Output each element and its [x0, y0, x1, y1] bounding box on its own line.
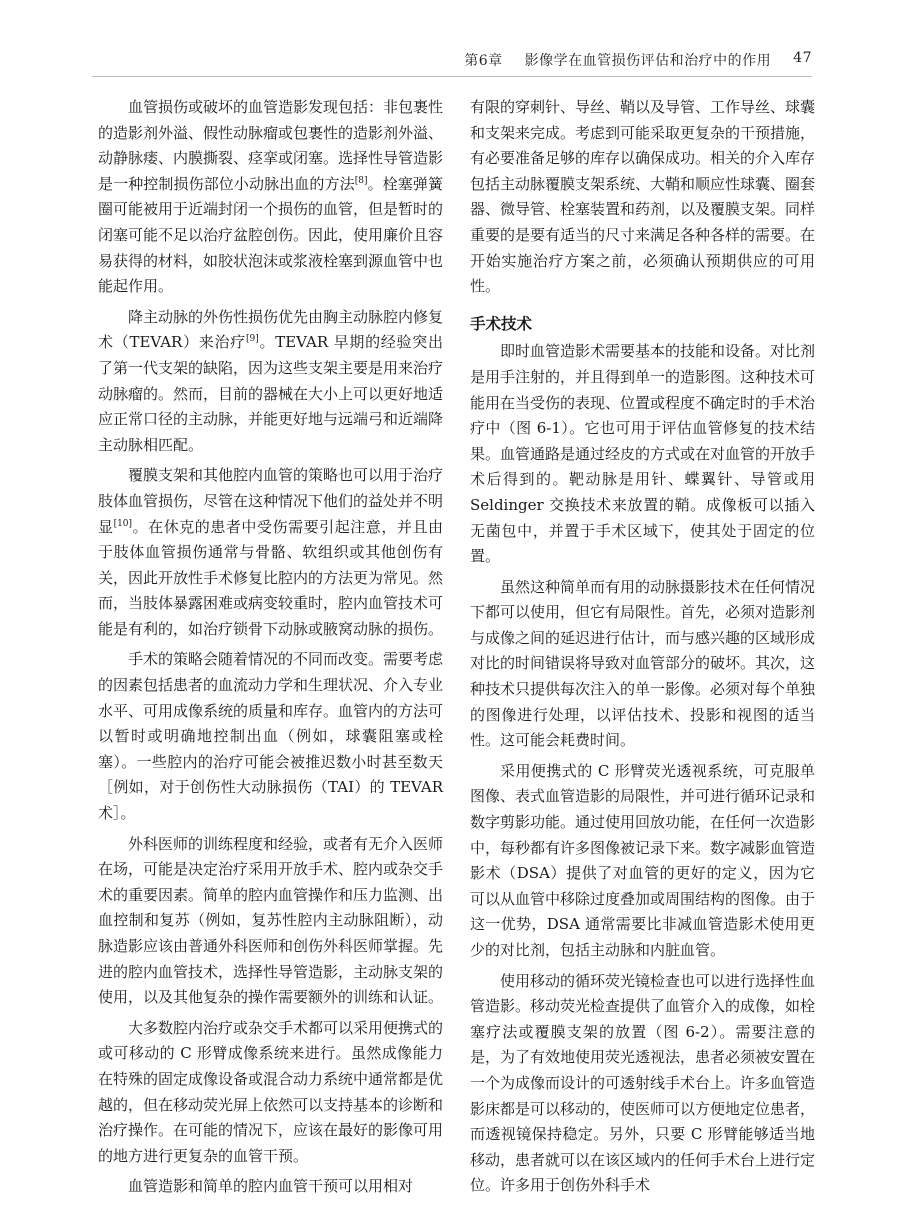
section-heading: 手术技术	[470, 314, 533, 333]
paragraph: 降主动脉的外伤性损伤优先由胸主动脉腔内修复术（TEVAR）来治疗[9]。TEVAR 早期的经验突出了第一代支架的缺陷，因为这些支架主要是用来治疗动脉瘤的。然而，目前的器械在大小上可以更好地适应正常口径的主动脉，并能更好地与远端弓和近端降主动脉相匹配。	[98, 307, 444, 454]
chapter-label: 第6章	[464, 53, 503, 69]
right-column	[470, 95, 815, 1204]
citation-ref: [9]	[246, 334, 259, 345]
left-column	[98, 95, 443, 1205]
paragraph: 覆膜支架和其他腔内血管的策略也可以用于治疗肢体血管损伤，尽管在这种情况下他们的益处并不明显[10]。在休克的患者中受伤需要引起注意，并且由于肢体血管损伤通常与骨骼、软组织或其他创伤有关，因此开放性手术修复比腔内的方法更为常见。然而，当肢体暴露困难或病变较重时，腔内血管技术可能是有利的，如治疗锁骨下动脉或腋窝动脉的损伤。	[98, 466, 444, 638]
page-number: 47	[793, 50, 812, 66]
paragraph: 外科医师的训练程度和经验，或者有无介入医师在场，可能是决定治疗采用开放手术、腔内或杂交手术的重要因素。简单的腔内血管操作和压力监测、出血控制和复苏（例如，复苏性腔内主动脉阻断），动脉造影应该由普通外科医师和创伤外科医师掌握。先进的腔内血管技术，选择性导管造影，主动脉支架的使用，以及其他复杂的操作需要额外的训练和认证。	[98, 834, 444, 1007]
paragraph: 血管造影和简单的腔内血管干预可以用相对	[128, 1177, 414, 1196]
paragraph-continued: 有限的穿刺针、导丝、鞘以及导管、工作导丝、球囊和支架来完成。考虑到可能采取更复杂的干预措施，有必要准备足够的库存以确保成功。相关的介入库存包括主动脉覆膜支架系统、大鞘和顺应性球囊、圈套器、微导管、栓塞装置和药剂，以及覆膜支架。同样重要的是要有适当的尺寸来满足各种各样的需要。在开始实施治疗方案之前，必须确认预期供应的可用性。	[470, 98, 816, 296]
citation-ref: [10]	[113, 518, 133, 529]
paragraph: 虽然这种简单而有用的动脉摄影技术在任何情况下都可以使用，但它有局限性。首先，必须对造影剂与成像之间的延迟进行估计，而与感兴趣的区域形成对比的时间错误将导致对血管部分的破坏。其次，这种技术只提供每次注入的单一影像。必须对每个单独的图像进行处理，以评估技术、投影和视图的适当性。这可能会耗费时间。	[470, 577, 816, 750]
header-divider	[92, 76, 812, 77]
paragraph: 血管损伤或破坏的血管造影发现包括：非包裹性的造影剂外溢、假性动脉瘤或包裹性的造影剂外溢、动静脉瘘、内膜撕裂、痉挛或闭塞。选择性导管造影是一种控制损伤部位小动脉出血的方法[8]。栓塞弹簧圈可能被用于近端封闭一个损伤的血管，但是暂时的闭塞可能不足以治疗盆腔创伤。因此，使用廉价且容易获得的材料，如胶状泡沫或浆液栓塞到源血管中也能起作用。	[98, 98, 444, 296]
running-header	[464, 50, 812, 70]
paragraph: 手术的策略会随着情况的不同而改变。需要考虑的因素包括患者的血流动力学和生理状况、介入专业水平、可用成像系统的质量和库存。血管内的方法可以暂时或明确地控制出血（例如，球囊阻塞或栓塞）。一些腔内的治疗可能会被推迟数小时甚至数天［例如，对于创伤性大动脉损伤（TAI）的 TEVAR 术］。	[98, 650, 444, 823]
paragraph: 采用便携式的 C 形臂荧光透视系统，可克服单图像、表式血管造影的局限性，并可进行循环记录和数字剪影功能。通过使用回放功能，在任何一次造影中，每秒都有许多图像被记录下来。数字减影血管造影术（DSA）提供了对血管的更好的定义，因为它可以从血管中移除过度叠加或周围结构的图像。由于这一优势，DSA 通常需要比非减血管造影术使用更少的对比剂，包括主动脉和内脏血管。	[470, 761, 816, 959]
paragraph: 大多数腔内治疗或杂交手术都可以采用便携式的或可移动的 C 形臂成像系统来进行。虽然成像能力在特殊的固定成像设备或混合动力系统中通常都是优越的，但在移动荧光屏上依然可以支持基本的诊断和治疗操作。在可能的情况下，应该在最好的影像可用的地方进行更复杂的血管干预。	[98, 1018, 444, 1165]
paragraph: 使用移动的循环荧光镜检查也可以进行选择性血管造影。移动荧光检查提供了血管介入的成像，如栓塞疗法或覆膜支架的放置（图 6-2）。需要注意的是，为了有效地使用荧光透视法，患者必须被安置在一个为成像而设计的可透射线手术台上。许多血管造影床都是可以移动的，使医师可以方便地定位患者，而透视镜保持稳定。另外，只要 C 形臂能够适当地移动，患者就可以在该区域内的任何手术台上进行定位。许多用于创伤外科手术	[470, 971, 816, 1195]
citation-ref: [8]	[354, 175, 368, 186]
paragraph: 即时血管造影术需要基本的技能和设备。对比剂是用手注射的，并且得到单一的造影图。这种技术可能用在当受伤的表现、位置或程度不确定时的手术治疗中（图 6-1）。它也可用于评估血管修复的技术结果。血管通路是通过经皮的方式或在对血管的开放手术后得到的。靶动脉是用针、蝶翼针、导管或用 Seldinger 交换技术来放置的鞘。成像板可以插入无菌包中，并置于手术区域下，使其处于固定的位置。	[470, 342, 816, 566]
chapter-title: 影像学在血管损伤评估和治疗中的作用	[524, 53, 772, 69]
